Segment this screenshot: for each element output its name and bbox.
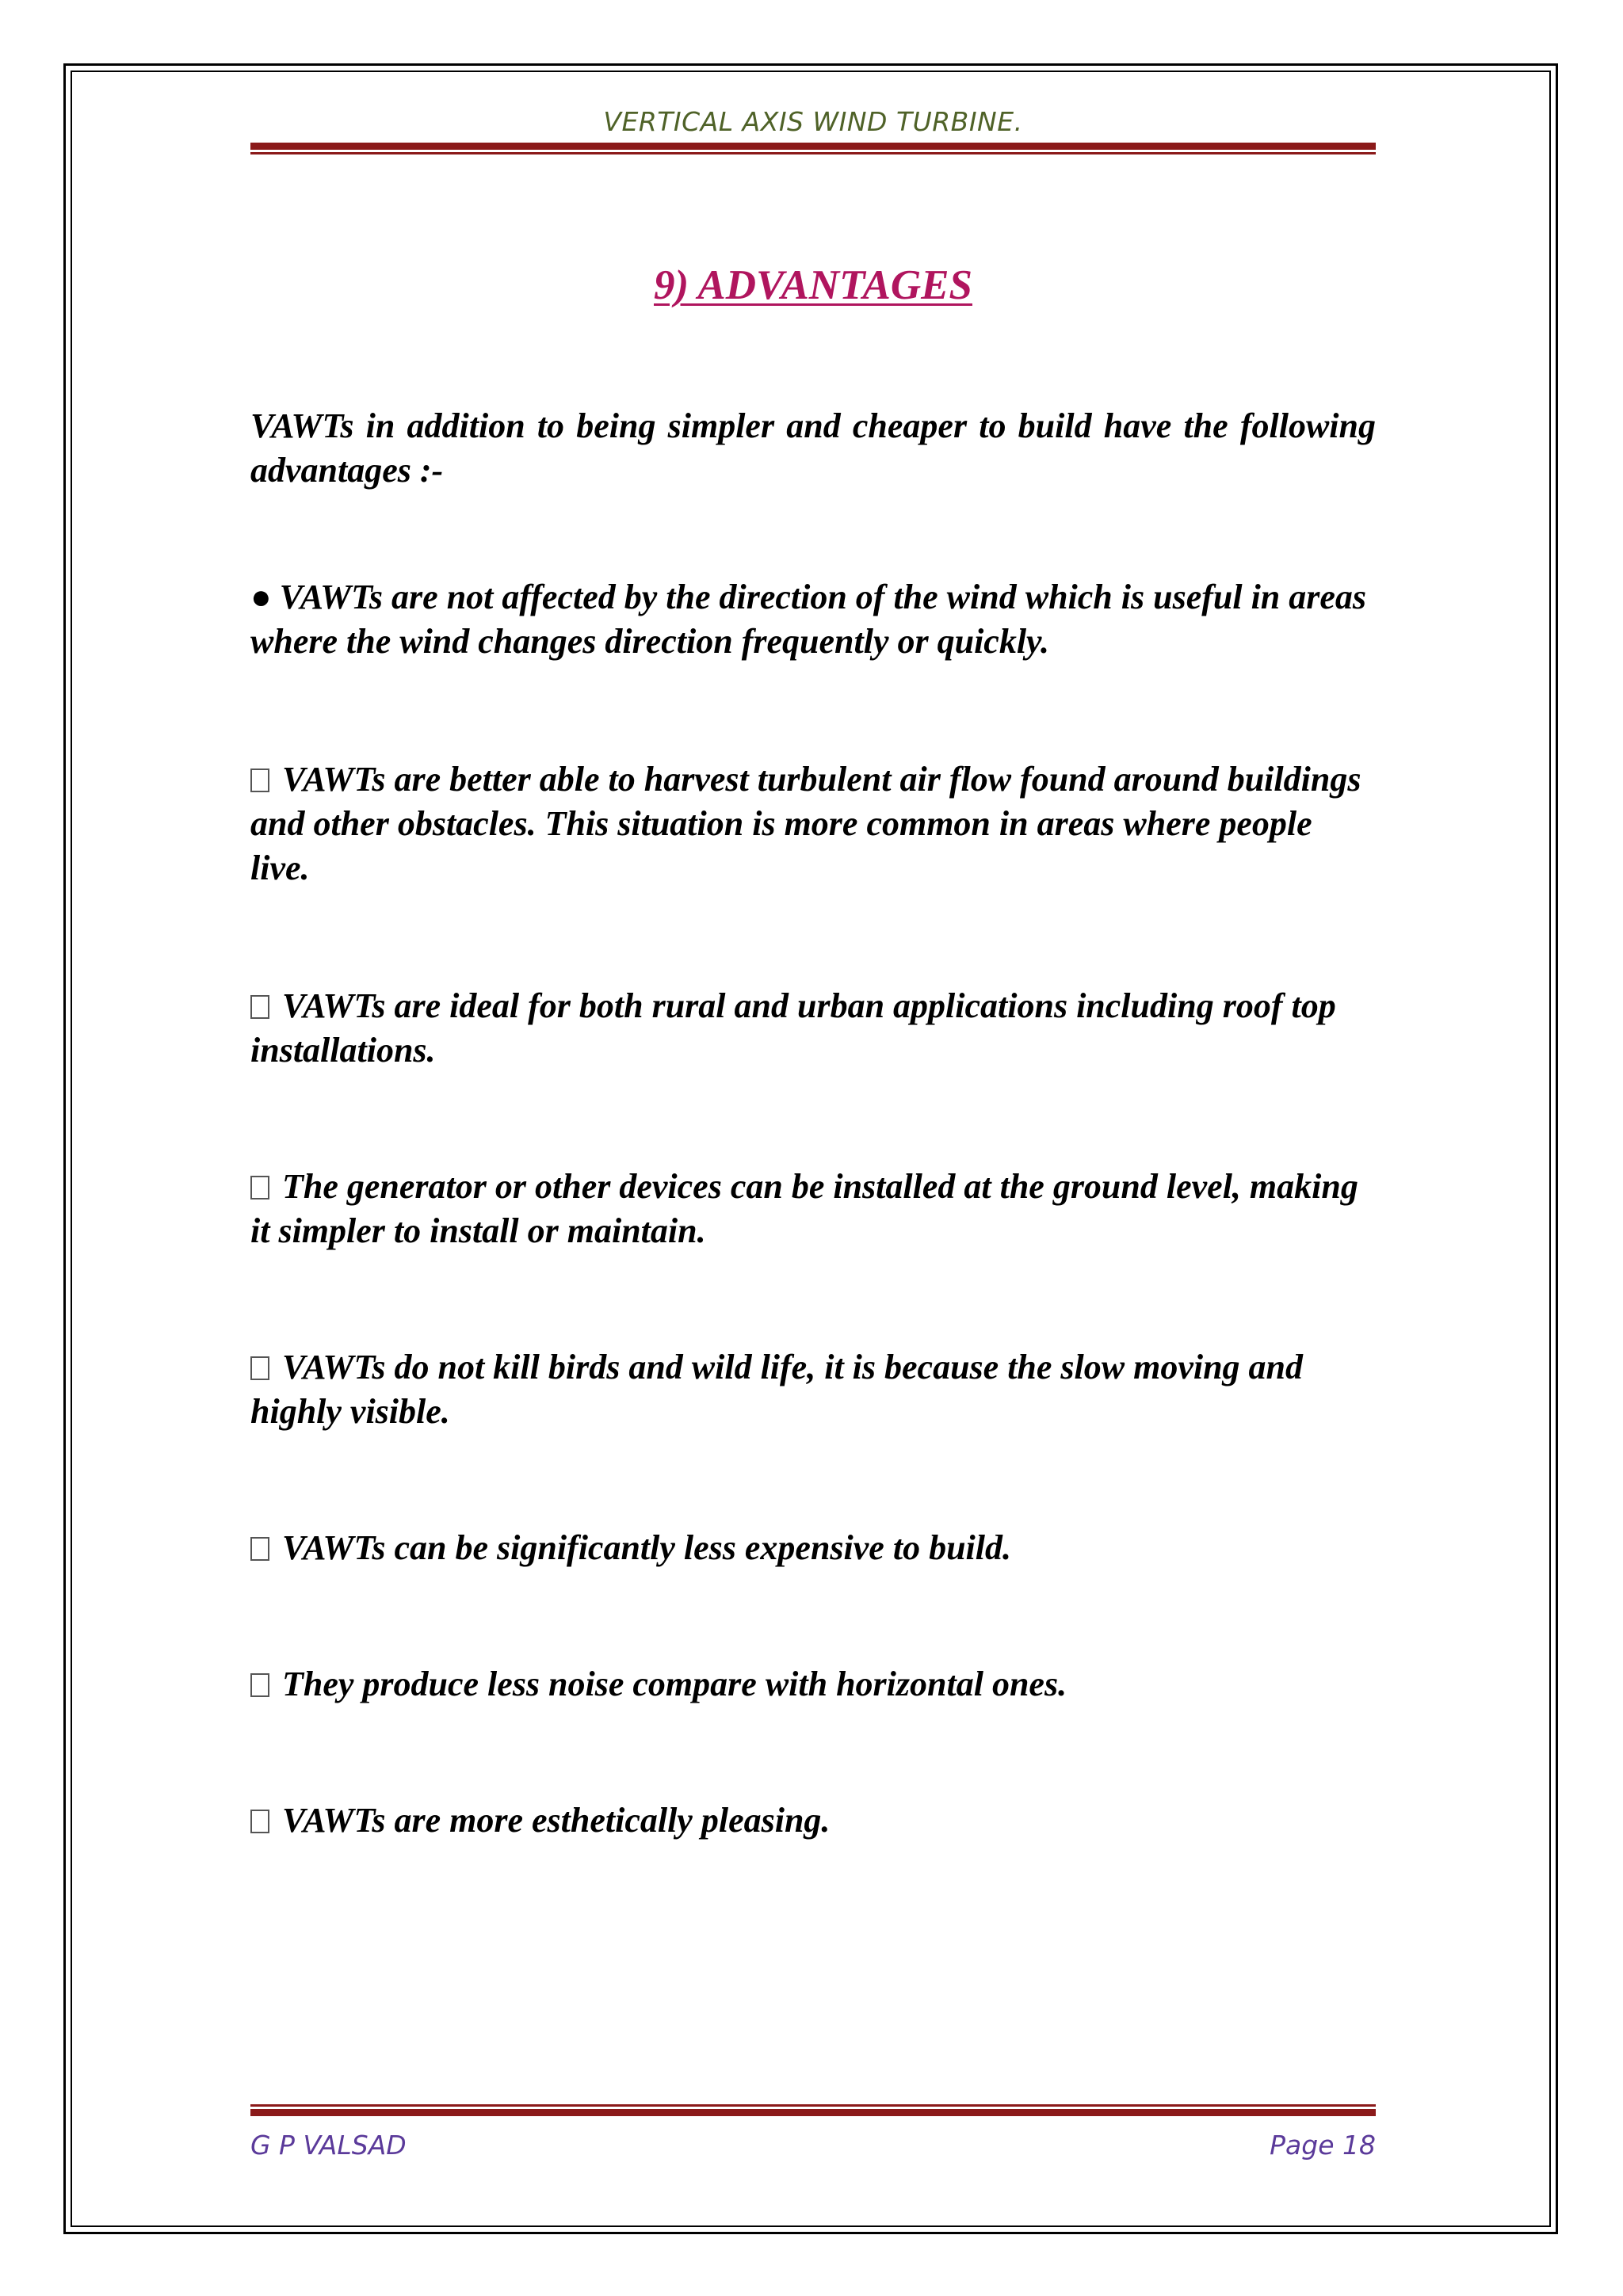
missing-glyph-box-icon [250,1356,269,1380]
advantage-item [250,984,1376,1073]
footer-page-number: Page 18 [1270,2130,1376,2161]
advantage-text: VAWTs are better able to harvest turbulent air flow found around buildings and other obstacles. This situation is more common in areas where people live. [250,760,1361,887]
bullet-dot-icon: ● [250,578,272,616]
missing-glyph-box-icon [250,1673,269,1697]
footer-rule-thin [250,2104,1376,2107]
page-border-inner [71,71,1551,2227]
missing-glyph-box-icon [250,769,269,792]
advantage-item [250,1662,1376,1707]
advantage-item [250,1526,1376,1570]
missing-glyph-box-icon [250,1176,269,1199]
missing-glyph-box-icon [250,1810,269,1833]
section-title: 9) ADVANTAGES [653,262,972,308]
running-header: VERTICAL AXIS WIND TURBINE. [603,106,1023,137]
advantage-text: They produce less noise compare with horizontal ones. [282,1665,1067,1703]
intro-paragraph: VAWTs in addition to being simpler and cheaper to build have the following advantages :- [250,406,1376,490]
advantage-item [250,575,1376,664]
advantage-text: The generator or other devices can be installed at the ground level, making it simpler to install or maintain. [250,1167,1358,1250]
advantage-text: VAWTs are not affected by the direction of the wind which is useful in areas where the wind changes direction frequently or quickly. [250,578,1367,661]
header-rule-thick [250,143,1376,150]
advantage-item [250,1798,1376,1843]
advantage-text: VAWTs can be significantly less expensive to build. [282,1528,1011,1567]
footer-author: G P VALSAD [250,2130,407,2161]
advantage-item [250,1165,1376,1253]
advantage-text: VAWTs are more esthetically pleasing. [282,1801,831,1840]
missing-glyph-box-icon [250,995,269,1019]
advantage-text: VAWTs do not kill birds and wild life, it is because the slow moving and highly visible. [250,1348,1304,1431]
header-rule-thin [250,152,1376,154]
missing-glyph-box-icon [250,1537,269,1561]
advantage-item [250,757,1376,891]
advantage-item [250,1345,1376,1434]
advantage-text: VAWTs are ideal for both rural and urban applications including roof top installations. [250,986,1336,1070]
footer-rule-thick [250,2109,1376,2116]
